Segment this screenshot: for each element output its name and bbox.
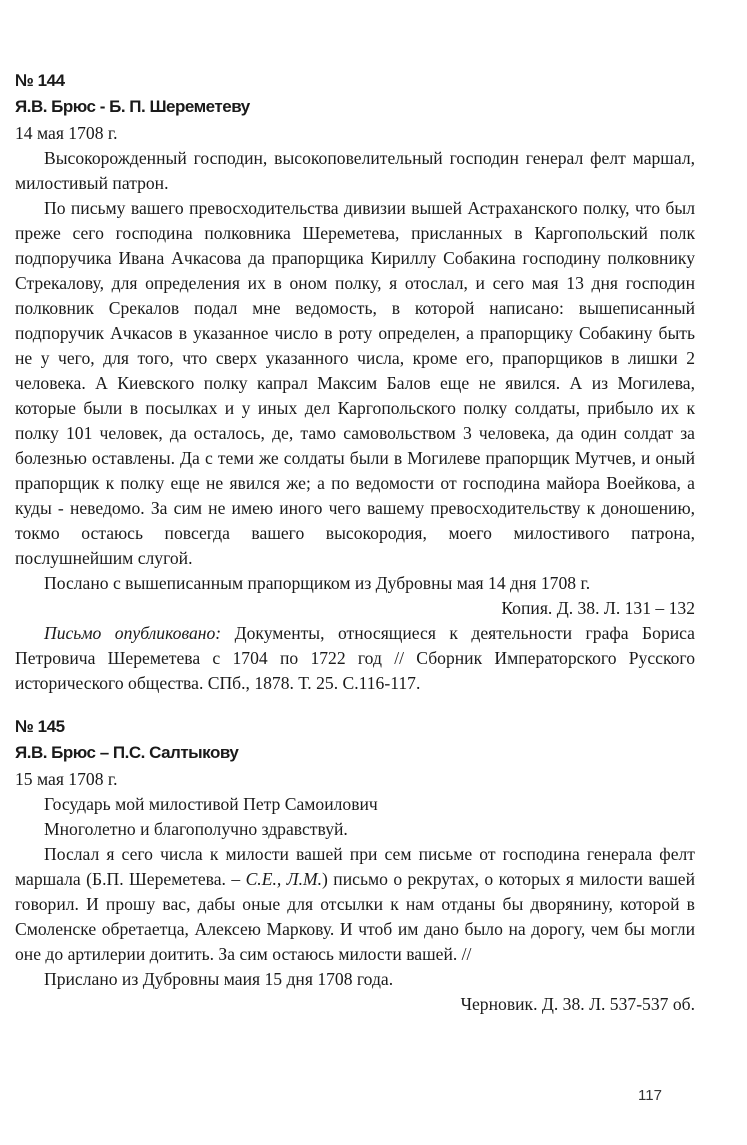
editor-initials: С.Е., Л.М. — [245, 869, 323, 889]
body-text-after: ) письмо о рекрутах, о которых я милости вашей говорил. И прошу вас, дабы оные для отсылки к нам отданы бы дворянину, которой в Смоленске обретаетца, Алексею Маркову. И чтоб им дано было на дорогу, чем бы могли оне до артилерии доитить. За сим остаюсь милости вашей. // — [15, 869, 695, 964]
document-page — [15, 68, 695, 1017]
letter-source: Черновик. Д. 38. Л. 537-537 об. — [460, 994, 695, 1014]
letter-number: № 145 — [15, 717, 65, 736]
letter-salutation: Государь мой милостивой Петр Самоилович — [44, 794, 378, 814]
page-number: 117 — [638, 1087, 662, 1104]
letter-header: Я.В. Брюс – П.С. Салтыкову — [15, 743, 239, 762]
letter-salutation: Высокорожденный господин, высокоповелительный господин генерал фелт маршал, милостивый патрон. — [15, 148, 695, 193]
letter-date: 14 мая 1708 г. — [15, 123, 118, 143]
letter-sent-note: Прислано из Дубровны маия 15 дня 1708 года. — [44, 969, 394, 989]
publication-note — [15, 621, 695, 696]
letter-145 — [15, 714, 695, 1017]
letter-body — [15, 842, 695, 967]
letter-greeting: Многолетно и благополучно здравствуй. — [44, 819, 348, 839]
letter-144 — [15, 68, 695, 696]
letter-sent-note: Послано с вышеписанным прапорщиком из Дубровны мая 14 дня 1708 г. — [44, 573, 591, 593]
publication-text: Документы, относящиеся к деятельности графа Бориса Петровича Шереметева с 1704 по 1722 год // Сборник Императорского Русского исторического общества. СПб., 1878. Т. 25. С.116-117. — [15, 623, 695, 693]
letter-header: Я.В. Брюс - Б. П. Шереметеву — [15, 97, 250, 116]
letter-date: 15 мая 1708 г. — [15, 769, 118, 789]
body-text-before: Послал я сего числа к милости вашей при сем письме от господина генерала фелт маршала (Б.П. Шереметева. – — [15, 844, 695, 889]
letter-body: По письму вашего превосходительства дивизии вышей Астраханского полку, что был преже сего господина полковника Шереметева, присланных в Каргопольский полк подпоручика Ивана Ачкасова да прапорщика Кириллу Собакина господину полковнику Стрекалову, для определения их в оном полку, я отослал, и сего мая 13 дня господин полковник Срекалов подал мне ведомость, в которой написано: вышеписанный подпоручик Ачкасов в указанное число в роту определен, а прапорщику Собакину быть не у чего, для того, что сверх указанного числа, кроме его, прапорщиков в лишки 2 человека. А Киевского полку капрал Максим Балов еще не явился. А из Могилева, которые были в посылках и у иных дел Каргопольского полку солдаты, прибыло их к полку 101 человек, да осталось, де, тамо самовольством 3 человека, да один солдат за болезнью оставлены. Да с теми же солдаты были в Могилеве прапорщик Мутчев, и оный прапорщик к полку еще не явился же; а по ведомости от господина майора Воейкова, а куды - неведомо. За сим не имею иного чего вашему превосходительству к доношению, токмо остаюсь повсегда вашего высокородия, моего милостивого патрона, послушнейшим слугой. — [15, 198, 695, 568]
letter-number: № 144 — [15, 71, 65, 90]
publication-label: Письмо опубликовано: — [44, 623, 222, 643]
letter-source: Копия. Д. 38. Л. 131 – 132 — [501, 598, 695, 618]
